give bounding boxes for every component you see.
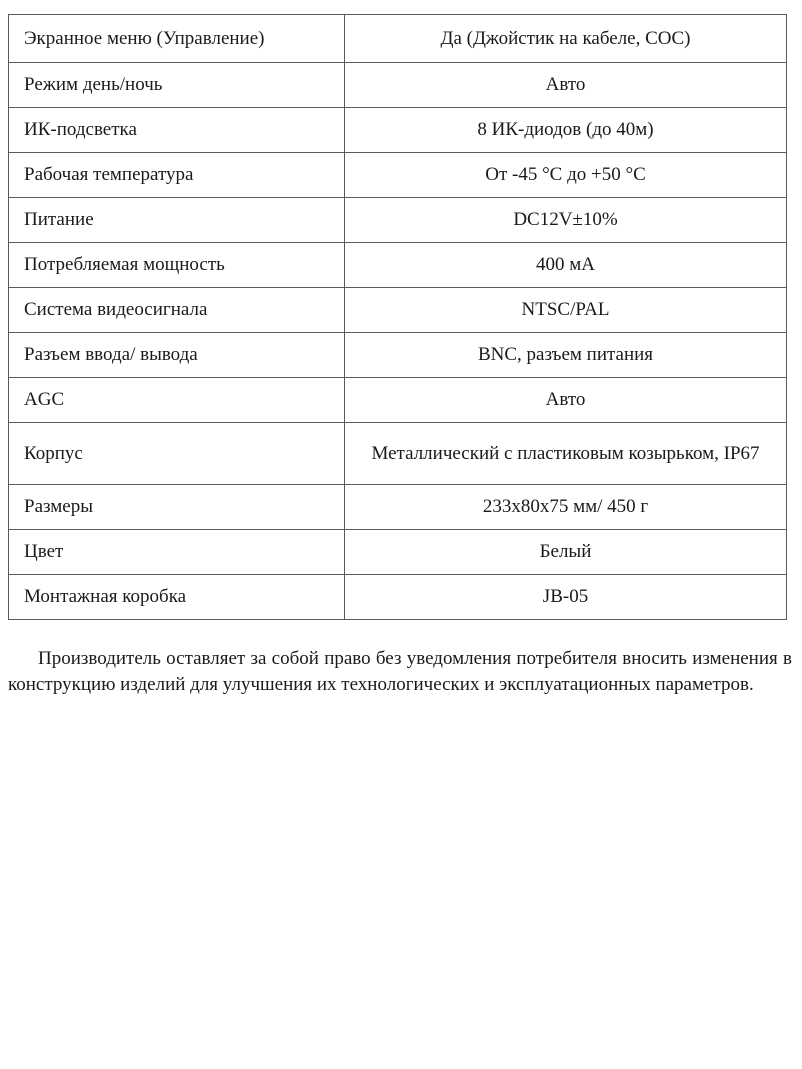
spec-row-temperature xyxy=(9,153,787,198)
spec-row-video-system xyxy=(9,288,787,333)
spec-value: Да (Джойстик на кабеле, COC) xyxy=(345,15,787,63)
spec-value: Авто xyxy=(345,378,787,423)
manufacturer-disclaimer: Производитель оставляет за собой право без уведомления потребителя вносить изменения в конструкцию изделий для улучшения их технологических и эксплуатационных параметров. xyxy=(8,648,792,695)
spec-param: Питание xyxy=(9,198,345,243)
spec-value: Белый xyxy=(345,530,787,575)
spec-value: Авто xyxy=(345,63,787,108)
spec-param: AGC xyxy=(9,378,345,423)
spec-param: Экранное меню (Управление) xyxy=(9,15,345,63)
spec-param: Потребляемая мощность xyxy=(9,243,345,288)
spec-row-dimensions xyxy=(9,485,787,530)
spec-row-consumption xyxy=(9,243,787,288)
spec-row-power xyxy=(9,198,787,243)
spec-param: Разъем ввода/ вывода xyxy=(9,333,345,378)
spec-param: Монтажная коробка xyxy=(9,575,345,620)
spec-row-agc xyxy=(9,378,787,423)
spec-value: 400 мА xyxy=(345,243,787,288)
spec-value: 8 ИК-диодов (до 40м) xyxy=(345,108,787,153)
spec-row-ir xyxy=(9,108,787,153)
spec-value: DC12V±10% xyxy=(345,198,787,243)
spec-row-housing xyxy=(9,423,787,485)
spec-row-day-night xyxy=(9,63,787,108)
spec-value: 233х80х75 мм/ 450 г xyxy=(345,485,787,530)
spec-param: Режим день/ночь xyxy=(9,63,345,108)
spec-value: JB-05 xyxy=(345,575,787,620)
spec-value: NTSC/PAL xyxy=(345,288,787,333)
spec-row-color xyxy=(9,530,787,575)
spec-value: Металлический с пластиковым козырьком, IP67 xyxy=(345,423,787,485)
spec-value: BNC, разъем питания xyxy=(345,333,787,378)
spec-param: Система видеосигнала xyxy=(9,288,345,333)
spec-value: От -45 °C до +50 °C xyxy=(345,153,787,198)
spec-param: Цвет xyxy=(9,530,345,575)
spec-row-osd xyxy=(9,15,787,63)
spec-param: Корпус xyxy=(9,423,345,485)
spec-param: Рабочая температура xyxy=(9,153,345,198)
spec-param: ИК-подсветка xyxy=(9,108,345,153)
spec-row-connectors xyxy=(9,333,787,378)
spec-row-mounting-box xyxy=(9,575,787,620)
spec-param: Размеры xyxy=(9,485,345,530)
specifications-table xyxy=(8,14,787,620)
